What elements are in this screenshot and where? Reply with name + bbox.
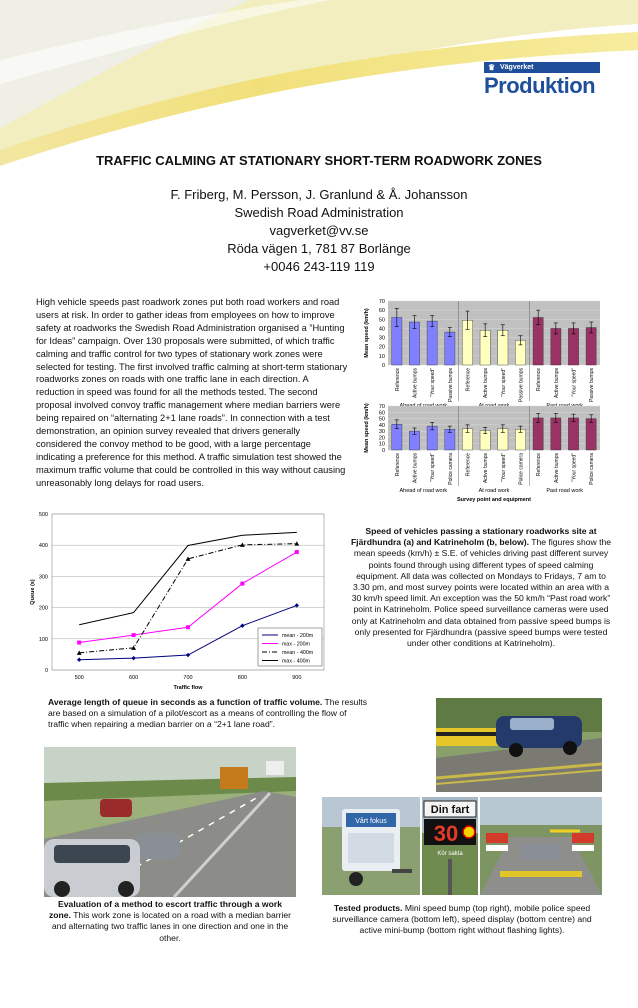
y-tick-label: 50 [378, 317, 385, 324]
bar-chart-fjardhundra [362, 296, 602, 410]
legend-label: mean - 400m [282, 650, 314, 656]
bar [445, 332, 455, 365]
group-label: Past road work [546, 488, 584, 494]
author-block [0, 186, 638, 276]
category-label: Active bumps [553, 368, 560, 399]
data-point [132, 633, 136, 637]
speed-caption-bold: Speed of vehicles passing a stationary roadworks site at Fjärdhundra (a) and Katrineholm (b, below). [350, 526, 597, 548]
products-caption-bold: Tested products. [333, 903, 403, 913]
category-label: Active bumps [412, 453, 419, 484]
photo-escort-road [44, 747, 296, 897]
bar [533, 418, 543, 450]
category-label: Reference [394, 368, 401, 392]
x-tick-label: 800 [237, 675, 247, 681]
author-email[interactable]: vagverket@vv.se [269, 223, 369, 238]
products-caption [320, 903, 604, 937]
photo-police-camera [322, 797, 420, 895]
category-label: Reference [536, 453, 543, 477]
products-caption-text: Mini speed bump (top right), mobile police speed surveillance camera (bottom left), speed display (bottom centre) and active mini-bump (bottom right without flashing lights). [332, 903, 592, 936]
queue-caption [48, 697, 368, 731]
legend-label: max - 200m [282, 641, 310, 648]
category-label: "Your speed" [430, 453, 437, 482]
data-point [186, 625, 190, 629]
y-tick-label: 40 [378, 422, 385, 429]
x-axis-label: Traffic flow [173, 685, 203, 691]
category-label: "Your speed" [571, 368, 578, 397]
x-tick-label: 900 [292, 675, 302, 681]
group-label: Ahead of road work [399, 488, 448, 494]
y-tick-label: 30 [378, 429, 385, 436]
author-organization: Swedish Road Administration [234, 205, 404, 220]
category-label: Reference [465, 453, 472, 477]
y-tick-label: 40 [378, 326, 385, 333]
x-tick-label: 700 [183, 675, 193, 681]
category-label: Reference [394, 453, 401, 477]
legend-label: max - 400m [282, 658, 310, 665]
category-label: Police camera [589, 453, 596, 485]
y-tick-label: 200 [38, 605, 48, 612]
y-tick-label: 100 [38, 636, 48, 643]
camera-trailer-text: Vårt fokus [355, 818, 387, 825]
queue-line-chart [30, 506, 330, 692]
y-tick-label: 70 [378, 404, 385, 410]
category-label: Active bumps [483, 368, 490, 399]
speed-display-number: 30 [433, 821, 459, 846]
category-label: Passive bumps [589, 368, 596, 402]
y-tick-label: 20 [378, 344, 385, 351]
data-point [77, 641, 81, 645]
escort-caption-bold: Evaluation of a method to escort traffic through a work zone. [48, 899, 282, 921]
category-label: Active bumps [553, 453, 560, 484]
page-title: TRAFFIC CALMING AT STATIONARY SHORT-TERM ROADWORK ZONES [96, 153, 542, 168]
speed-display-small: Kör sakta [437, 851, 463, 857]
author-address: Röda vägen 1, 781 87 Borlänge [227, 241, 411, 256]
bar [551, 418, 561, 450]
queue-caption-text: The results are based on a simulation of a pilot/escort as a means of controlling the flow of traffic when repairing a median barrier on a “2+1 lane road”. [48, 697, 367, 730]
category-label: "Your speed" [500, 453, 507, 482]
y-tick-label: 20 [378, 435, 385, 442]
y-tick-label: 400 [38, 543, 48, 550]
category-label: Passive bumps [518, 368, 525, 402]
y-axis-label: Mean speed (km/h) [364, 308, 370, 358]
category-label: Passive bumps [447, 368, 454, 402]
y-tick-label: 10 [378, 441, 385, 448]
legend-label: mean - 200m [282, 633, 314, 639]
speed-caption [350, 526, 612, 649]
bar [586, 419, 596, 450]
y-tick-label: 0 [44, 668, 48, 674]
bar [568, 418, 578, 450]
y-tick-label: 50 [378, 416, 385, 423]
logo-brand: Vägverket [500, 64, 534, 71]
category-label: "Your speed" [571, 453, 578, 482]
speed-display-sign: Din fart [430, 804, 470, 816]
category-label: Police camera [518, 453, 525, 485]
x-axis-label: Survey point and equipment [457, 497, 531, 503]
logo [484, 62, 600, 104]
category-label: Active bumps [412, 368, 419, 399]
category-label: Active bumps [483, 453, 490, 484]
logo-product: Produktion [484, 73, 596, 98]
author-phone: +0046 243-119 119 [263, 259, 375, 274]
y-tick-label: 60 [378, 308, 385, 315]
data-point [295, 550, 299, 554]
y-tick-label: 10 [378, 353, 385, 360]
y-tick-label: 300 [38, 574, 48, 581]
escort-caption-text: This work zone is located on a road with a median barrier and alternating two traffic lanes in one direction and one in the other. [51, 910, 292, 943]
y-tick-label: 500 [38, 512, 48, 518]
group-label: At road work [478, 488, 510, 494]
y-tick-label: 0 [381, 363, 385, 369]
queue-caption-bold: Average length of queue in seconds as a function of traffic volume. [48, 697, 323, 707]
category-label: Reference [465, 368, 472, 392]
y-tick-label: 70 [378, 299, 385, 305]
y-tick-label: 30 [378, 335, 385, 342]
photo-active-mini-bump [480, 797, 602, 895]
intro-paragraph: High vehicle speeds past roadwork zones put both road workers and road users at risk. In order to gather ideas from employees on how to improve safety at roadworks the Swedish Road Administration organised a ”Hunting for Ideas” campaign. Over 130 proposals were submitted, of which traffic calming and traffic control for two types of stationary work zones were selected for testing. The first involved traffic calming at short-term stationary roadworks zones on roads with one traffic lane in each direction. A reduction in speed was found for all the methods tested. The second proposal involved convoy traffic management where median barriers were being repaired on “alternating 2+1 lane roads”. In connection with a test demonstration, an opinion survey revealed that drivers generally considered the convoy method to be good, with a large percentage indicating a preference for this method. A traffic simulation test showed the maximum traffic volume that could be controlled in this way without causing unreasonably long delays for road users. [36, 297, 348, 488]
photo-speed-display [422, 797, 478, 895]
x-tick-label: 600 [129, 675, 139, 681]
category-label: "Your speed" [430, 368, 437, 397]
bar-chart-katrineholm [362, 400, 602, 503]
y-axis-label: Mean speed (km/h) [364, 403, 370, 453]
x-tick-label: 500 [74, 675, 84, 681]
category-label: Police camera [447, 453, 454, 485]
crown-icon: ♛ [488, 63, 496, 72]
y-axis-label: Queue (s) [30, 579, 36, 605]
y-tick-label: 60 [378, 410, 385, 417]
y-tick-label: 0 [381, 448, 385, 454]
photo-mini-speed-bump [436, 698, 602, 792]
data-point [240, 582, 244, 586]
speed-caption-text: The figures show the mean speeds (km/h) ± S.E. of vehicles driving past different survey points found through using different types of speed calming equipment. All data was collected on Mondays to Fridays, 7 am to 3.30 pm, and most survey points were located within an area with a 30 km/h speed limit. An exception was the 50 km/h “Past road work” point in Katrineholm. Police speed surveillance cameras were used only at Katrineholm and data obtained from passive speed bumps is only presented for Fjärdhundra (passive speed bumps were tested under other conditions at Katrineholm). [351, 537, 612, 649]
bar [427, 321, 437, 365]
author-names: F. Friberg, M. Persson, J. Granlund & Å. Johansson [170, 187, 468, 202]
category-label: Reference [536, 368, 543, 392]
category-label: "Your speed" [500, 368, 507, 397]
escort-caption [46, 899, 294, 944]
